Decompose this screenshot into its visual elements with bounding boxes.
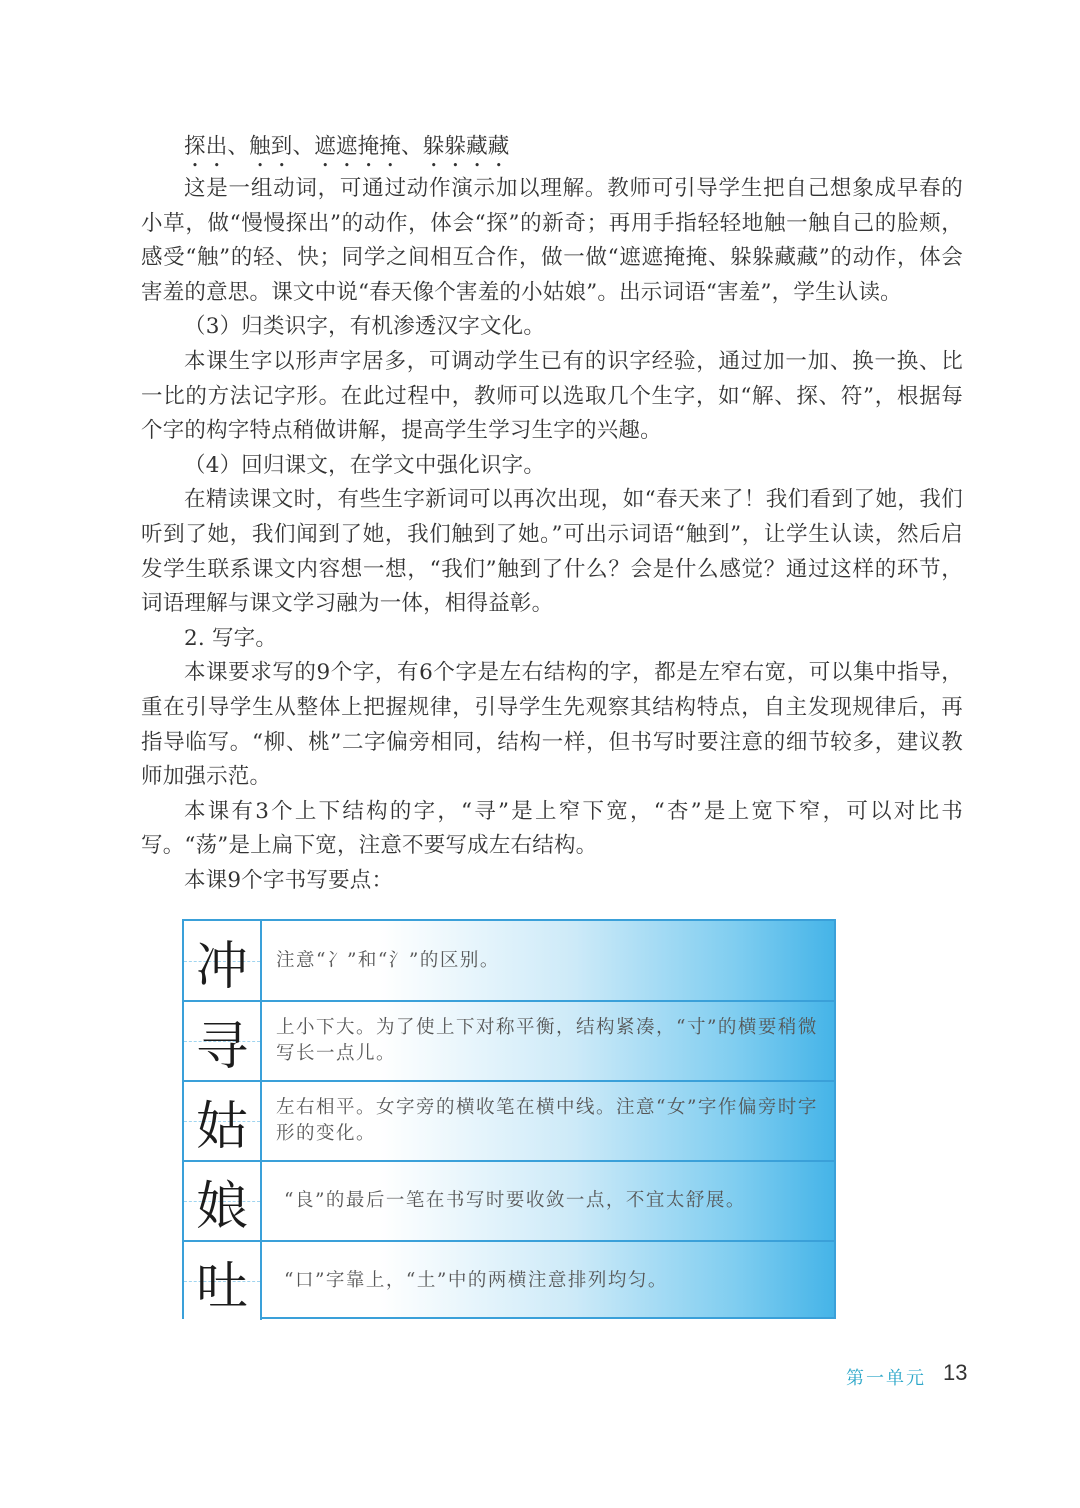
guide-note: 注意“冫”和“氵”的区别。 <box>276 950 500 971</box>
page-number: 13 <box>943 1360 968 1385</box>
guide-row <box>184 1000 834 1080</box>
paragraph-writing-left-right: 本课要求写的9个字，有6个字是左右结构的字，都是左窄右宽，可以集中指导，重在引导学生从整体上把握规律，引导学生先观察其结构特点，自主发现规律后，再指导临写。“柳、桃”二字偏旁相同，结构一样，但书写时要注意的细节较多，建议教师加强示范。 <box>141 660 963 790</box>
heading-writing: 2. 写字。 <box>184 625 278 651</box>
guide-character: 冲 <box>184 921 262 1001</box>
footer-unit-label: 第一单元 <box>846 1368 926 1389</box>
guide-character: 吐 <box>184 1242 262 1320</box>
guide-row <box>184 921 834 1001</box>
guide-row <box>184 1160 834 1240</box>
vocabulary-line: 探出、触到、遮遮掩掩、躲躲藏藏 <box>184 134 510 159</box>
paragraph-categorize: 本课生字以形声字居多，可调动学生已有的识字经验，通过加一加、换一换、比一比的方法记字形。在此过程中，教师可以选取几个生字，如“解、探、符”，根据每个字的构字特点稍做讲解，提高学生学习生字的兴趣。 <box>141 348 963 444</box>
guide-character: 姑 <box>184 1082 262 1160</box>
paragraph-return-text: 在精读课文时，有些生字新词可以再次出现，如“春天来了！我们看到了她，我们听到了她，我们闻到了她，我们触到了她。”可出示词语“触到”，让学生认读，然后启发学生联系课文内容想一想，“我们”触到了什么？会是什么感觉？通过这样的环节，词语理解与课文学习融为一体，相得益彰。 <box>141 487 963 617</box>
heading-categorize: （3）归类识字，有机渗透汉字文化。 <box>184 314 546 340</box>
guide-character: 寻 <box>184 1002 262 1080</box>
guide-note: “良”的最后一笔在书写时要收敛一点，不宜太舒展。 <box>284 1190 746 1211</box>
guide-note: “口”字靠上，“土”中的两横注意排列均匀。 <box>284 1270 668 1291</box>
writing-guide-table <box>182 919 836 1319</box>
paragraph-writing-points: 本课9个字书写要点： <box>184 867 394 893</box>
guide-note: 上小下大。为了使上下对称平衡，结构紧凑，“寸”的横要稍微写长一点儿。 <box>276 1017 818 1064</box>
heading-return-text: （4）回归课文，在学文中强化识字。 <box>184 452 546 478</box>
paragraph-writing-top-bottom: 本课有3个上下结构的字，“寻”是上窄下宽，“杏”是上宽下窄，可以对比书写。“荡”是上扁下宽，注意不要写成左右结构。 <box>141 798 963 859</box>
guide-row <box>184 1240 834 1320</box>
paragraph-verbs: 这是一组动词，可通过动作演示加以理解。教师可引导学生把自己想象成早春的小草，做“慢慢探出”的动作，体会“探”的新奇；再用手指轻轻地触一触自己的脸颊，感受“触”的轻、快；同学之间相互合作，做一做“遮遮掩掩、躲躲藏藏”的动作，体会害羞的意思。课文中说“春天像个害羞的小姑娘”。出示词语“害羞”，学生认读。 <box>141 176 963 305</box>
guide-note: 左右相平。女字旁的横收笔在横中线。注意“女”字作偏旁时字形的变化。 <box>276 1097 818 1144</box>
guide-character: 娘 <box>184 1162 262 1240</box>
guide-row <box>184 1080 834 1160</box>
body-text <box>141 130 963 898</box>
